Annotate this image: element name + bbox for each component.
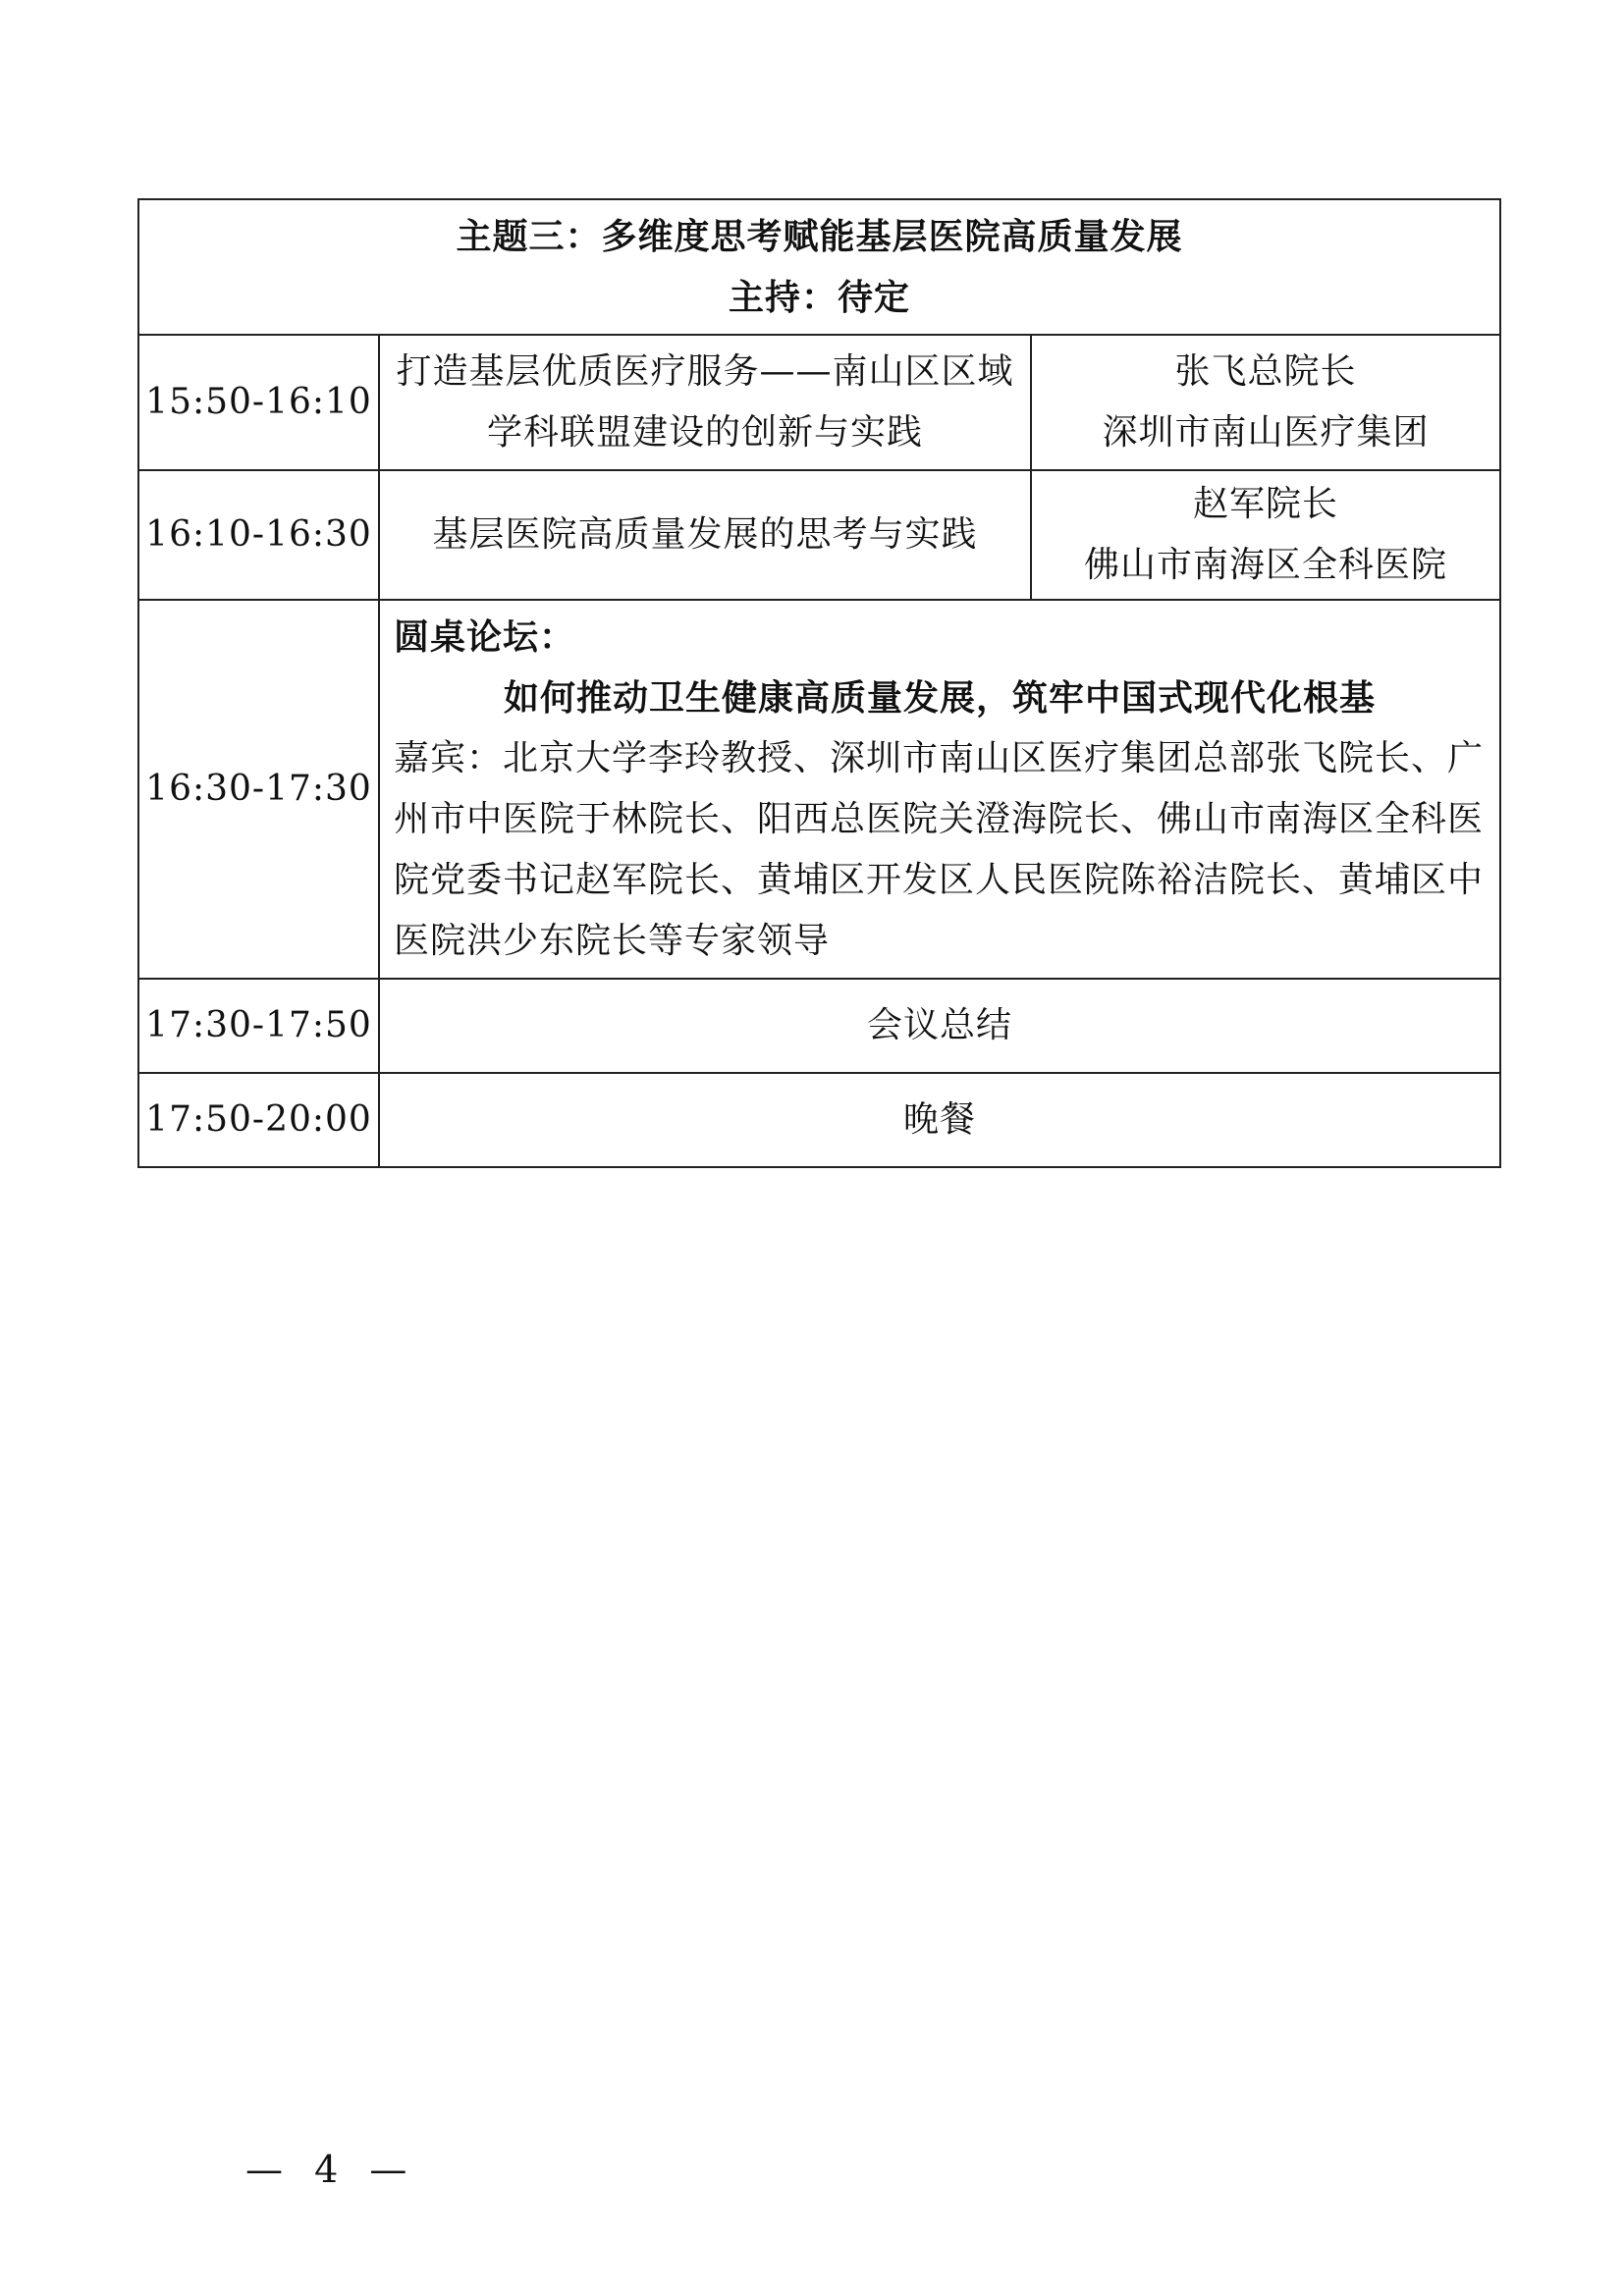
theme-host: 主持：待定 [729,277,911,318]
dinner-item: 晚餐 [379,1073,1500,1167]
session-row [138,470,1500,600]
forum-title: 如何推动卫生健康高质量发展，筑牢中国式现代化根基 [504,677,1377,719]
forum-guests: 嘉宾：北京大学李玲教授、深圳市南山区医疗集团总部张飞院长、广州市中医院于林院长、阳西总医院关澄海院长、佛山市南海区全科医院党委书记赵军院长、黄埔区开发区人民医院陈裕洁院长、黄埔区中医院洪少东院长等专家领导 [394,738,1485,961]
page-number: — 4 — [245,2148,417,2191]
forum-time: 16:30-17:30 [138,600,379,979]
schedule-table [137,198,1501,1168]
theme-title: 主题三：多维度思考赋能基层医院高质量发展 [456,216,1183,257]
forum-row [138,600,1500,979]
session-speaker [1031,335,1500,470]
session-speaker [1031,470,1500,600]
session-topic: 基层医院高质量发展的思考与实践 [379,470,1031,600]
speaker-organization: 佛山市南海区全科医院 [1084,545,1448,585]
theme-row [138,199,1500,335]
session-time: 15:50-16:10 [138,335,379,470]
dinner-time: 17:50-20:00 [138,1073,379,1167]
session-time: 16:10-16:30 [138,470,379,600]
speaker-name: 赵军院长 [1193,484,1339,524]
closing-item: 会议总结 [379,979,1500,1073]
session-row [138,335,1500,470]
forum-heading: 圆桌论坛： [394,616,576,658]
theme-header-cell [138,199,1500,335]
dinner-row [138,1073,1500,1167]
speaker-organization: 深圳市南山医疗集团 [1102,412,1430,453]
forum-cell [379,600,1500,979]
closing-time: 17:30-17:50 [138,979,379,1073]
speaker-name: 张飞总院长 [1174,351,1357,392]
session-topic: 打造基层优质医疗服务——南山区区域学科联盟建设的创新与实践 [379,335,1031,470]
closing-row [138,979,1500,1073]
